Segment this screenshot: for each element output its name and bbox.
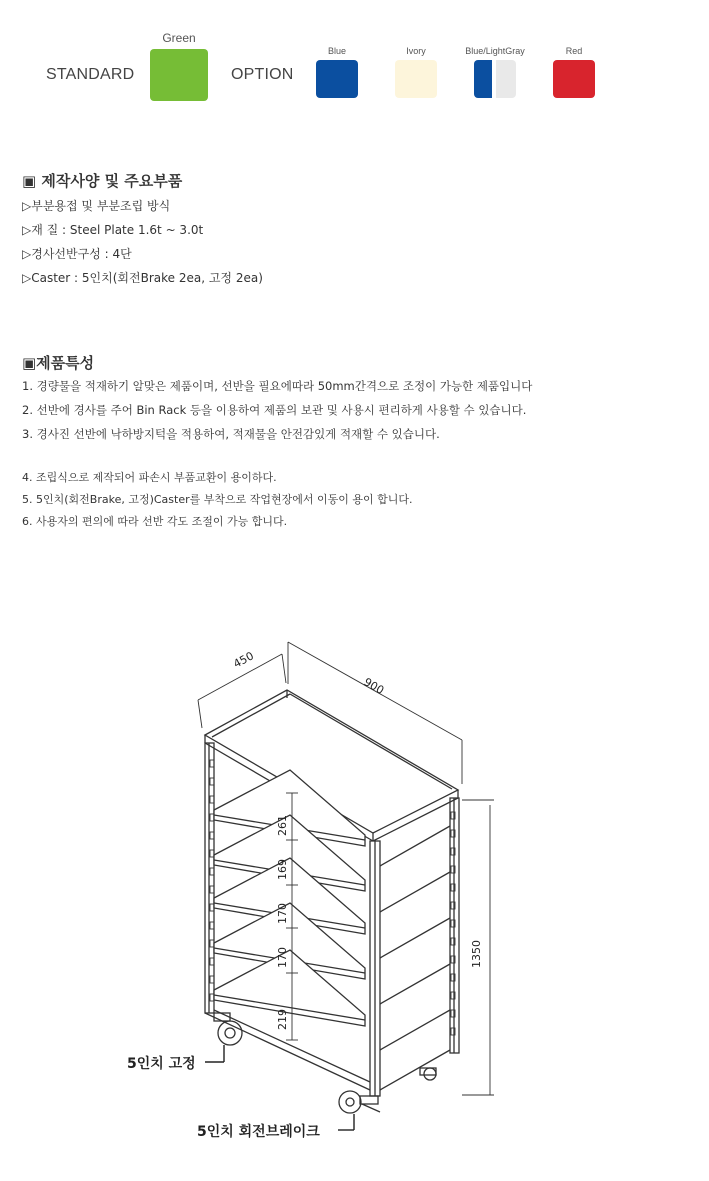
swatch-ivory-caption: Ivory — [406, 46, 426, 56]
dim-shelf-text: 219 — [276, 1009, 289, 1030]
feature-item: 1. 경량물을 적재하기 알맞은 제품이며, 선반을 필요에따라 50mm간격으로 조정이 가능한 제품입니다 — [22, 379, 533, 393]
feature-item: 5. 5인치(회전Brake, 고정)Caster를 부착으로 작업현장에서 이동이 용이 합니다. — [22, 493, 413, 506]
swatch-green-caption: Green — [162, 31, 196, 45]
feature-item: 4. 조립식으로 제작되어 파손시 부품교환이 용이하다. — [22, 471, 277, 484]
swatch-blue-lightgray-caption: Blue/LightGray — [465, 46, 525, 56]
swatch-ivory[interactable] — [395, 60, 437, 98]
dim-shelf-text: 170 — [276, 903, 289, 924]
swatch-red[interactable] — [553, 60, 595, 98]
spec-line: ▷Caster : 5인치(회전Brake 2ea, 고정 2ea) — [22, 271, 263, 285]
swatch-blue-caption: Blue — [327, 46, 346, 56]
swatch-blue[interactable] — [316, 60, 358, 98]
rack-drawing — [0, 600, 709, 1160]
caster-back-icon — [420, 1068, 436, 1080]
spec-line: ▷재 질 : Steel Plate 1.6t ~ 3.0t — [22, 223, 204, 237]
feature-item: 2. 선반에 경사를 주어 Bin Rack 등을 이용하여 제품의 보관 및 사용시 편리하게 사용할 수 있습니다. — [22, 403, 527, 417]
option-label: OPTION — [231, 66, 294, 83]
dim-depth-text: 450 — [231, 649, 256, 671]
caster-fixed-label: 5인치 고정 — [127, 1056, 196, 1072]
dim-shelf-text: 169 — [276, 859, 289, 880]
spec-line: ▷경사선반구성 : 4단 — [22, 247, 132, 261]
swatch-red-caption: Red — [565, 46, 583, 56]
standard-label: STANDARD — [46, 66, 135, 83]
swatch-blue-lightgray[interactable] — [474, 60, 516, 98]
dim-height-text: 1350 — [470, 940, 483, 968]
caster-brake-icon — [339, 1091, 380, 1113]
feature-item: 6. 사용자의 편의에 따라 선반 각도 조절이 가능 합니다. — [22, 515, 288, 528]
spec-line: ▷부분용접 및 부분조립 방식 — [22, 199, 171, 213]
features-heading: ▣제품특성 — [22, 354, 95, 372]
dim-shelf-text: 261 — [276, 815, 289, 836]
spec-heading: ▣ 제작사양 및 주요부품 — [22, 172, 183, 190]
caster-brake-label: 5인치 회전브레이크 — [197, 1124, 320, 1140]
dim-shelf-text: 170 — [276, 947, 289, 968]
dim-width-text: 900 — [361, 675, 387, 698]
swatch-green[interactable] — [150, 49, 208, 101]
feature-item: 3. 경사진 선반에 낙하방지턱을 적용하여, 적재물을 안전감있게 적재할 수 있습니다. — [22, 427, 440, 441]
